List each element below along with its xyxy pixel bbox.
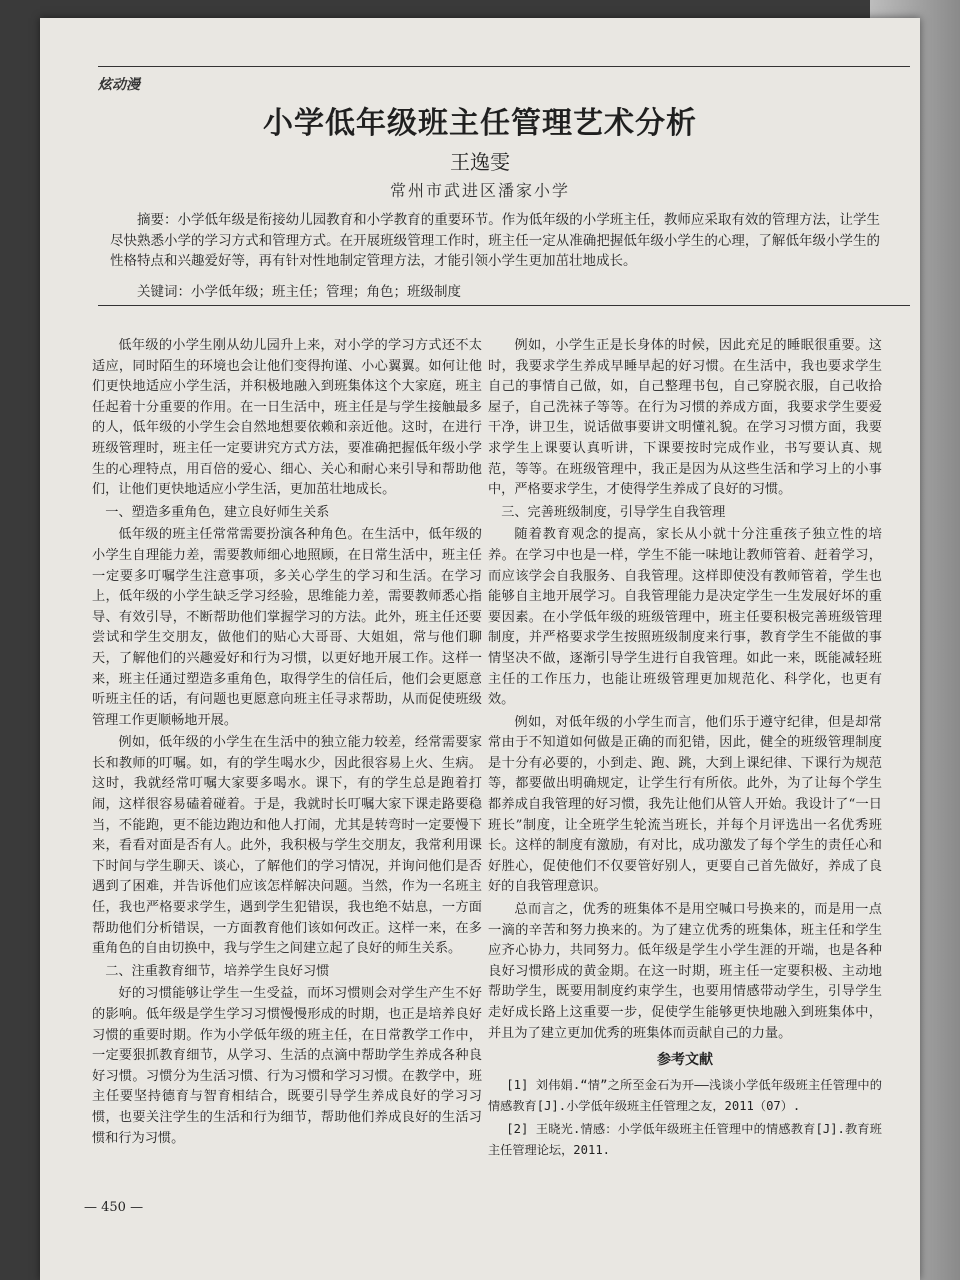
left-column — [92, 336, 482, 1151]
references-title: 参考文献 — [657, 1052, 713, 1069]
paragraph: 例如，小学生正是长身体的时候，因此充足的睡眠很重要。这时，我要求学生养成早睡早起的好习惯。在生活中，我也要求学生自己的事情自己做，如，自己整理书包，自己穿脱衣服，自己收拾屋子，自己洗袜子等等。在行为习惯的养成方面，我要求学生要爱干净，讲卫生，说话做事要讲文明懂礼貌。在学习习惯方面，我要求学生上课要认真听讲，下课要按时完成作业，书写要认真、规范，等等。在班级管理中，我正是因为从这些生活和学习上的小事中，严格要求学生，才使得学生养成了良好的习惯。 — [488, 338, 882, 498]
section-heading: 二、注重教育细节，培养学生良好习惯 — [105, 963, 330, 979]
keywords-rule — [98, 305, 910, 306]
paragraph: 例如，对低年级的小学生而言，他们乐于遵守纪律，但是却常常由于不知道如何做是正确的而犯错，因此，健全的班级管理制度是十分有必要的，小到走、跑、跳，大到上课纪律、下课行为规范等，都要做出明确规定，让学生行有所依。此外，为了让每个学生都养成自我管理的好习惯，我先让他们从管人开始。我设计了“一日班长”制度，让全班学生轮流当班长，并每个月评选出一名优秀班长。这样的制度有激励，有对比，成功激发了每个学生的责任心和好胜心，促使他们不仅要管好别人，更要自己首先做好，养成了良好的自我管理意识。 — [488, 714, 882, 895]
reference-item: [2] 王晓光.情感：小学低年级班主任管理中的情感教育[J].教育班主任管理论坛，2011. — [488, 1121, 882, 1157]
paragraph: 总而言之，优秀的班集体不是用空喊口号换来的，而是用一点一滴的辛苦和努力换来的。为了建立优秀的班集体，班主任和学生应齐心协力，共同努力。低年级是学生小学生涯的开端，也是各种良好习惯形成的黄金期。在这一时期，班主任一定要积极、主动地帮助学生，既要用制度约束学生，也要用情感带动学生，引导学生走好成长路上这重要一步，促使学生能够更快地融入到班集体中，并且为了建立更加优秀的班集体而贡献自己的力量。 — [488, 902, 882, 1041]
section-heading: 一、塑造多重角色，建立良好师生关系 — [105, 504, 330, 520]
paragraph: 低年级的班主任常常需要扮演各种角色。在生活中，低年级的小学生自理能力差，需要教师细心地照顾，在日常生活中，班主任一定要多叮嘱学生注意事项，多关心学生的学习和生活。在学习上，低年级的小学生缺乏学习经验，思维能力差，需要教师悉心指导、有效引导，不断帮助他们掌握学习的方法。此外，班主任还要尝试和学生交朋友，做他们的贴心大哥哥、大姐姐，常与他们聊天，了解他们的兴趣爱好和行为习惯，以更好地开展工作。这样一来，班主任通过塑造多重角色，取得学生的信任后，他们会更愿意听班主任的话，有问题也更愿意向班主任寻求帮助，从而促使班级管理工作更顺畅地开展。 — [92, 527, 482, 728]
article-title: 小学低年级班主任管理艺术分析 — [263, 106, 697, 141]
reference-item: [1] 刘伟娟.“情”之所至金石为开——浅谈小学低年级班主任管理中的情感教育[J].小学低年级班主任管理之友，2011（07）. — [488, 1077, 882, 1113]
paragraph: 例如，低年级的小学生在生活中的独立能力较差，经常需要家长和教师的叮嘱。如，有的学生喝水少，因此很容易上火、生病。这时，我就经常叮嘱大家要多喝水。课下，有的学生总是跑着打闹，这样很容易磕着碰着。于是，我就时长叮嘱大家下课走路要稳当，不能跑，更不能边跑边和他人打闹，尤其是转弯时一定要慢下来，看看对面是否有人。此外，我积极与学生交朋友，我常利用课下时间与学生聊天、谈心，了解他们的学习情况，并询问他们是否遇到了困难，并告诉他们应该怎样解决问题。当然，作为一名班主任，我也严格要求学生，遇到学生犯错误，我也绝不姑息，一方面帮助他们分析错误，一方面教育他们该如何改正。这样一来，在多重角色的自由切换中，我与学生之间建立起了良好的师生关系。 — [92, 735, 482, 957]
right-column — [488, 336, 882, 1163]
page-number: — 450 — — [84, 1200, 144, 1215]
section-heading: 三、完善班级制度，引导学生自我管理 — [501, 504, 726, 520]
paragraph: 低年级的小学生刚从幼儿园升上来，对小学的学习方式还不太适应，同时陌生的环境也会让他们变得拘谨、小心翼翼。如何让他们更快地适应小学生活，并积极地融入到班集体这个大家庭，班主任起着十分重要的作用。在一日生活中，班主任是与学生接触最多的人，低年级的小学生会自然地想要依赖和亲近他。这时，在进行班级管理时，班主任一定要讲究方式方法，要准确把握低年级小学生的心理特点，用百倍的爱心、细心、关心和耐心来引导和帮助他们，让他们更快地适应小学生活，更加茁壮地成长。 — [92, 338, 482, 498]
paragraph: 随着教育观念的提高，家长从小就十分注重孩子独立性的培养。在学习中也是一样，学生不能一味地让教师管着、赶着学习，而应该学会自我服务、自我管理。这样即使没有教师管着，学生也能够自主地开展学习。自我管理能力是决定学生一生发展好坏的重要因素。在小学低年级的班级管理中，班主任要积极完善班级管理制度，并严格要求学生按照班级制度来行事，教育学生不能做的事情坚决不做，逐渐引导学生进行自我管理。如此一来，既能减轻班主任的工作压力，也能让班级管理更加规范化、科学化，也更有效。 — [488, 527, 882, 708]
article-author: 王逸雯 — [450, 150, 510, 174]
header-rule — [98, 66, 910, 67]
paragraph: 好的习惯能够让学生一生受益，而坏习惯则会对学生产生不好的影响。低年级是学生学习习惯慢慢形成的时期，也正是培养良好习惯的重要时期。作为小学低年级的班主任，在日常教学工作中，一定要狠抓教育细节，从学习、生活的点滴中帮助学生养成各种良好习惯。习惯分为生活习惯、行为习惯和学习习惯。在教学中，班主任要坚持德育与智育相结合，既要引导学生养成良好的学习习惯，也要关注学生的生活和行为细节，帮助他们养成良好的生活习惯和行为习惯。 — [92, 986, 482, 1146]
article-affiliation: 常州市武进区潘家小学 — [389, 181, 570, 200]
article-abstract: 摘要：小学低年级是衔接幼儿园教育和小学教育的重要环节。作为低年级的小学班主任，教师应采取有效的管理方法，让学生尽快熟悉小学的学习方式和管理方式。在开展班级管理工作时，班主任一定从准确把握低年级小学生的心理，了解低年级小学生的性格特点和兴趣爱好等，再有针对性地制定管理方法，才能引领小学生更加茁壮地成长。 — [110, 212, 880, 269]
article-keywords: 关键词：小学低年级；班主任；管理；角色；班级制度 — [137, 284, 461, 300]
section-tag: 炫动漫 — [98, 77, 140, 93]
magazine-page — [40, 18, 920, 1280]
